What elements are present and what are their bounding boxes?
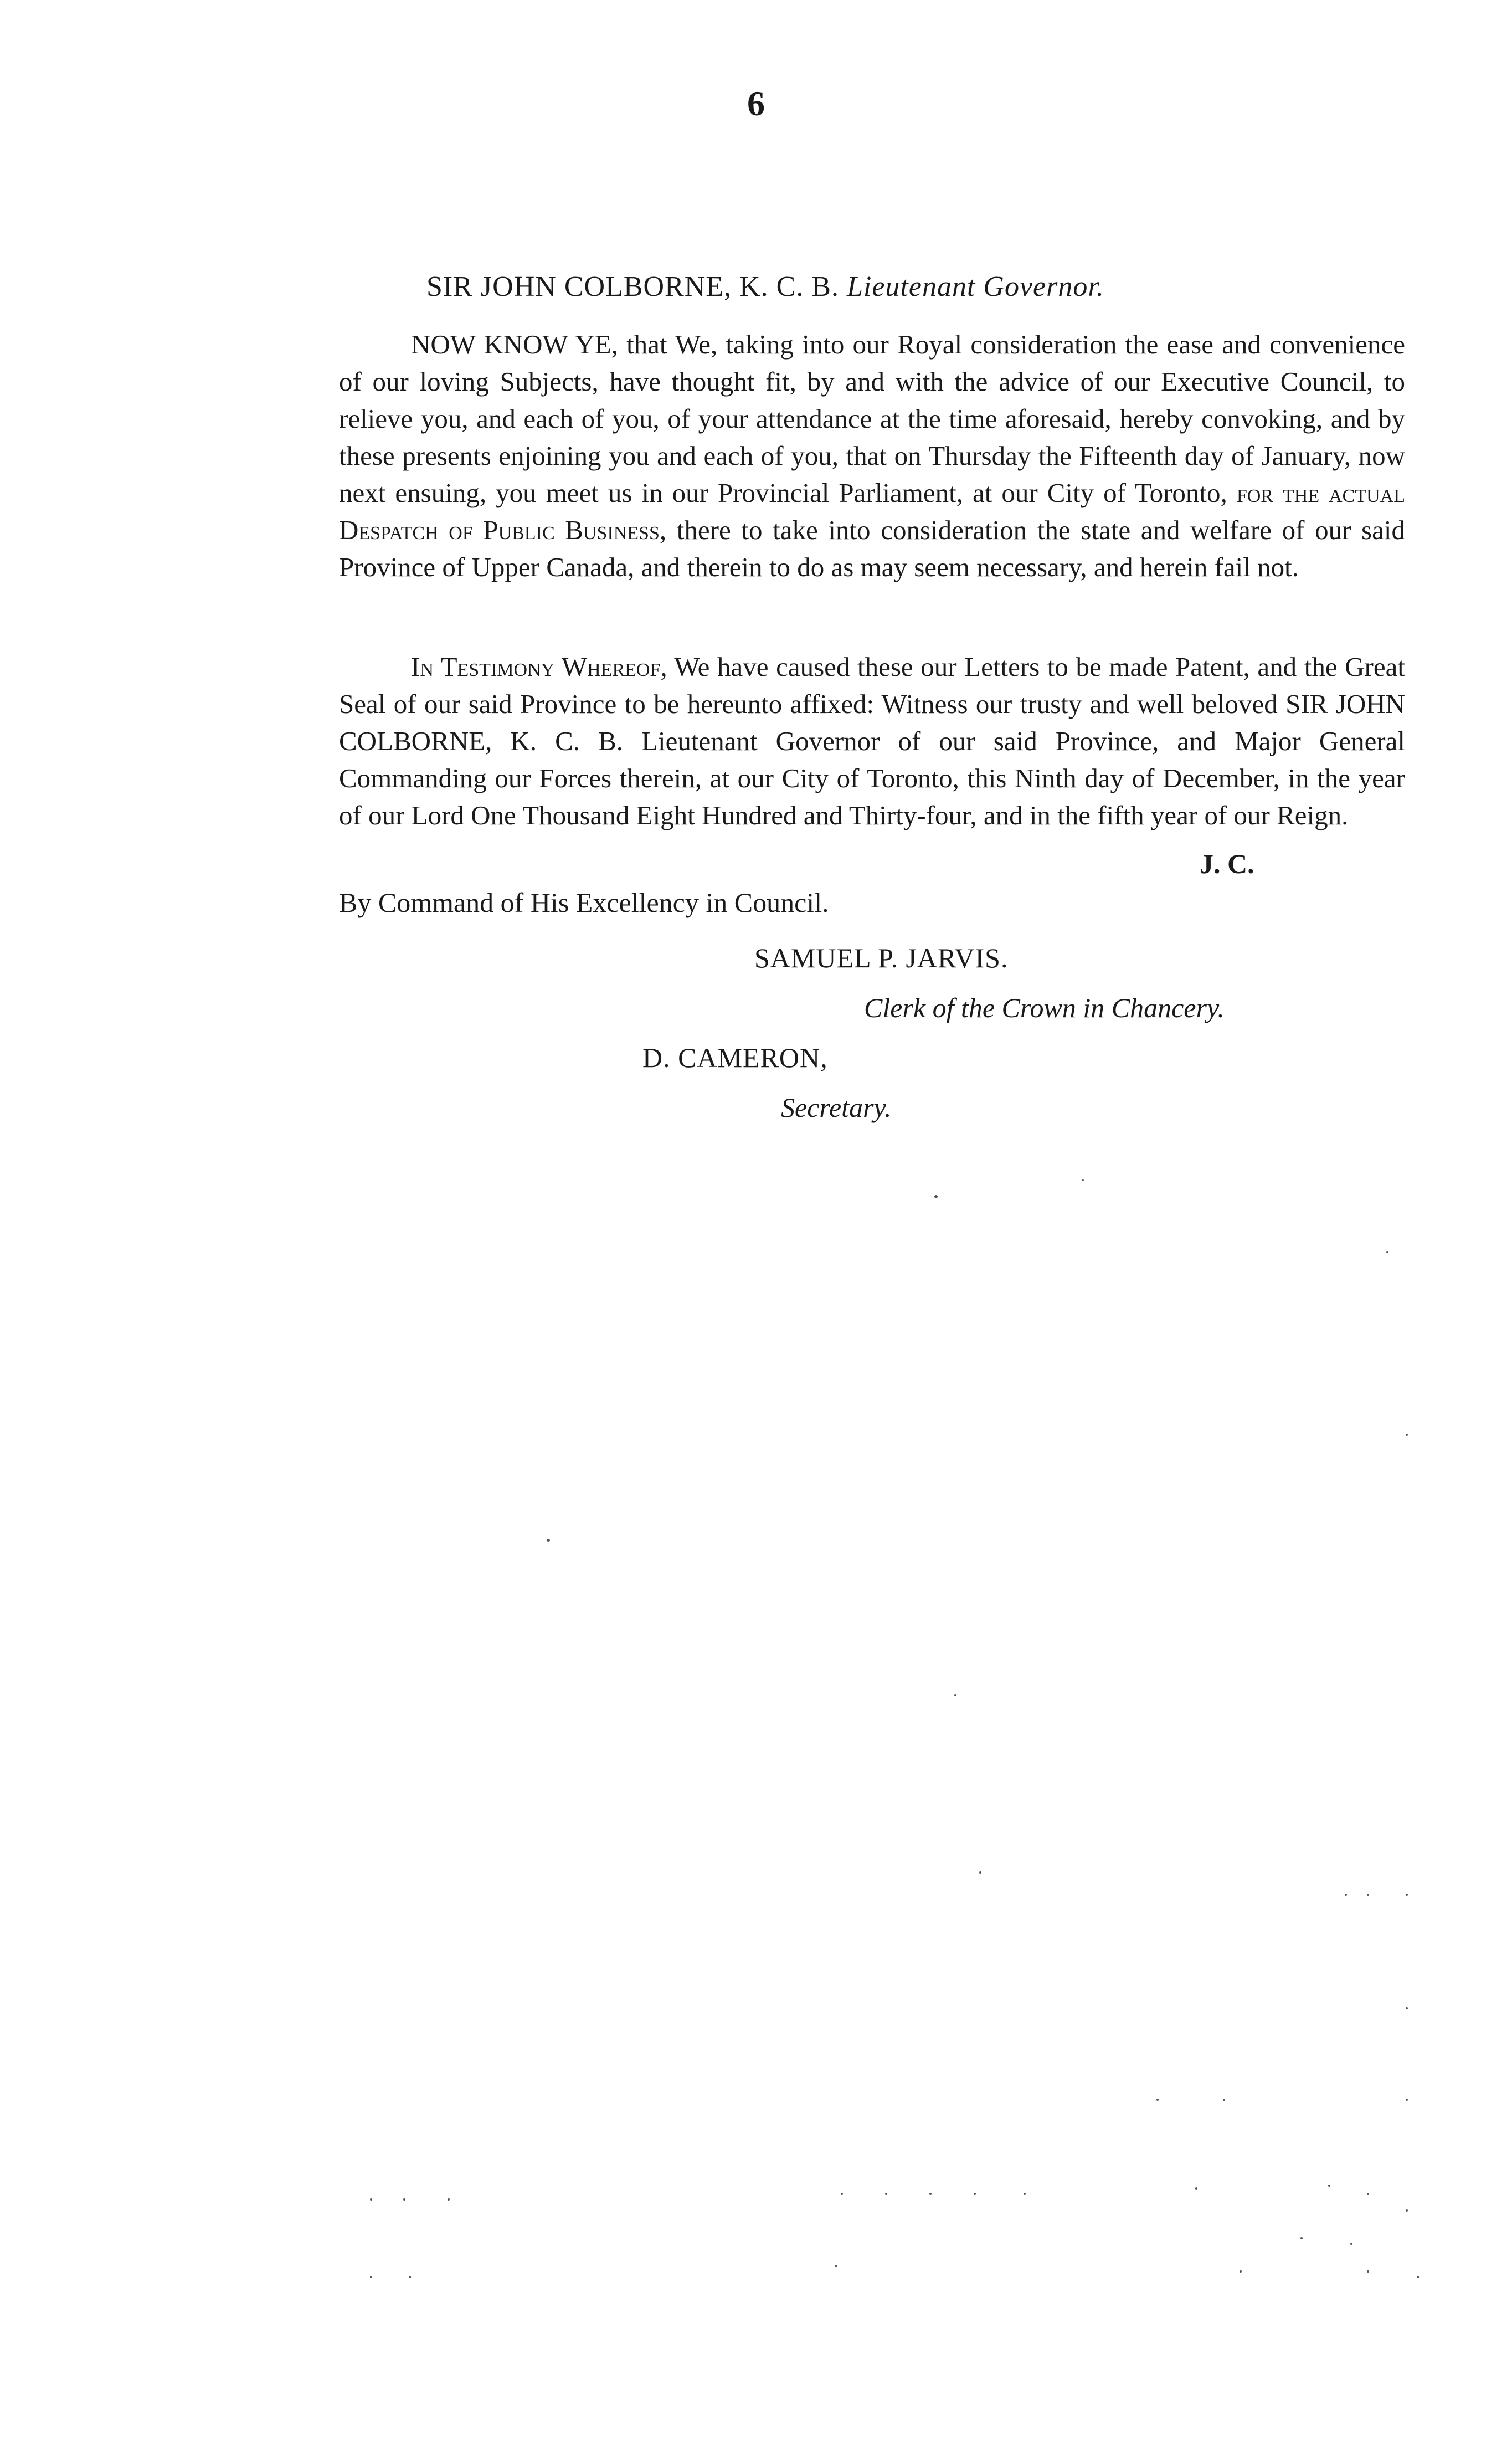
signatory-title: Clerk of the Crown in Chancery.: [864, 992, 1225, 1023]
testimony-paragraph: [339, 648, 1405, 834]
signatory-name: SAMUEL P. JARVIS.: [754, 942, 1009, 973]
paragraph1-text: NOW KNOW YE, that We, taking into our Royal consideration the ease and convenience of our loving Subjects, have thought fit, by and with the advice of our Executive Council, to relieve you, and each of you, of your attendance at the time aforesaid, hereby convoking, and by these presents enjoining you and each of you, that on Thursday the Fifteenth day of January, now next ensuing, you meet us in our Provincial Parliament, at our City of Toronto,: [339, 329, 1405, 508]
signatory-title: Secretary.: [781, 1092, 892, 1123]
paragraph2-lead: In Testimony Whereof: [411, 652, 661, 682]
heading-title: Lieutenant Governor.: [846, 271, 1104, 302]
by-command-line: By Command of His Excellency in Council.: [339, 887, 829, 918]
page-number: 6: [747, 84, 765, 123]
proclamation-paragraph: [339, 326, 1405, 586]
initials: J. C.: [1200, 848, 1254, 879]
heading-name: SIR JOHN COLBORNE, K. C. B.: [426, 271, 839, 302]
paragraph1-smallcaps: for the actual Despatch of Public Business: [339, 478, 1405, 545]
paragraph2-text: , We have caused these our Letters to be made Patent, and the Great Seal of our said Province to be hereunto affixed: Witness our trusty and well beloved SIR JOHN COLBORNE, K. C. B. Lieutenant Governor of our said Province, and Major General Commanding our Forces therein, at our City of Toronto, this Ninth day of December, in the year of our Lord One Thousand Eight Hundred and Thirty-four, and in the fifth year of our Reign.: [339, 652, 1405, 830]
signatory-name: D. CAMERON,: [642, 1042, 828, 1073]
paragraph1-tail: , there to take into consideration the state and welfare of our said Province of Upper Canada, and therein to do as may seem necessary, and herein fail not.: [339, 515, 1405, 582]
heading: [426, 270, 1104, 303]
